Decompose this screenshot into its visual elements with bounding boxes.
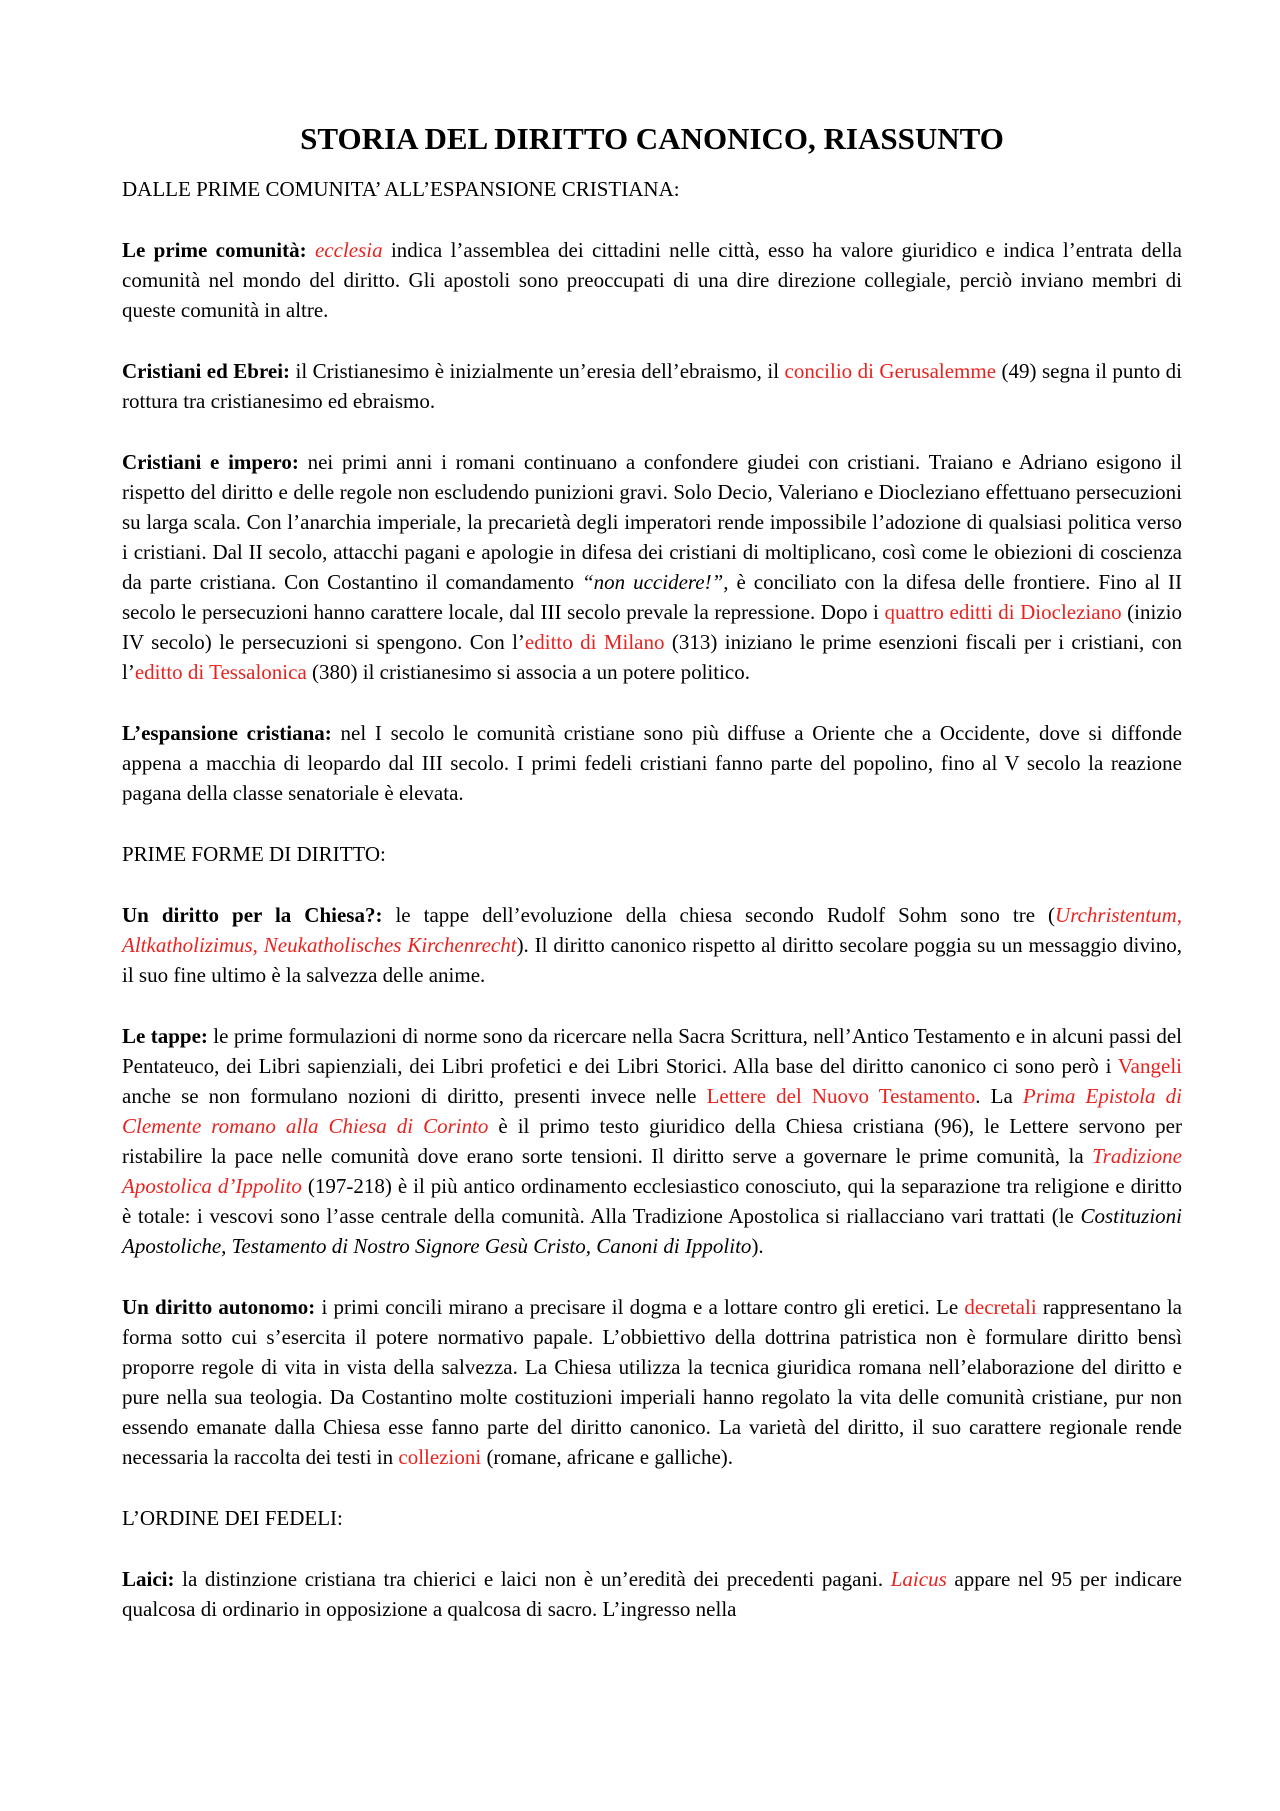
paragraph-lead: Un diritto autonomo: (122, 1295, 316, 1319)
paragraph-text: (313) iniziano le prime esenzioni fiscali per i cristiani, con l’ (122, 630, 1183, 684)
paragraph-text: ). (751, 1234, 764, 1258)
paragraph-lead: Cristiani ed Ebrei: (122, 359, 291, 383)
paragraph-laici (122, 1564, 1182, 1624)
paragraph-text: , è conciliato con la difesa delle frontiere. Fino al II secolo le persecuzioni hanno carattere locale, dal III secolo prevale la repressione. Dopo i (122, 570, 1182, 624)
paragraph-lead: Le prime comunità: (122, 238, 307, 262)
term-sohm-stages: Urchristentum, Altkatholizimus, Neukatholisches Kirchenrecht (122, 903, 1182, 957)
document-title: STORIA DEL DIRITTO CANONICO, RIASSUNTO (300, 121, 1004, 156)
paragraph-text: anche se non formulano nozioni di diritto, presenti invece nelle (122, 1084, 707, 1108)
quote-non-uccidere: “non uccidere!” (581, 570, 724, 594)
section-heading-ordine-fedeli: L’ORDINE DEI FEDELI: (122, 1506, 343, 1530)
paragraph-text: (49) segna il punto di rottura tra cristianesimo ed ebraismo. (122, 359, 1182, 413)
term-editto-milano: editto di Milano (524, 630, 665, 654)
document-page (122, 118, 1182, 1655)
term-ecclesia: ecclesia (314, 238, 383, 262)
paragraph-diritto-chiesa (122, 900, 1182, 990)
term-editto-tessalonica: editto di Tessalonica (134, 660, 307, 684)
term-laicus: Laicus (890, 1567, 947, 1591)
paragraph-text: indica l’assemblea dei cittadini nelle città, esso ha valore giuridico e indica l’entrata della comunità nel mondo del diritto. Gli apostoli sono preoccupati di una dire direzione collegiale, perciò inviano membri di queste comunità in altre. (122, 238, 1183, 322)
paragraph-text: nei primi anni i romani continuano a confondere giudei con cristiani. Traiano e Adriano esigono il rispetto del diritto e delle regole non escludendo punizioni gravi. Solo Decio, Valeriano e Diocleziano effettuano persecuzioni su larga scala. Con l’anarchia imperiale, la precarietà degli imperatori rende impossibile l’adozione di qualsiasi politica verso i cristiani. Dal II secolo, attacchi pagani e apologie in difesa dei cristiani di moltiplicano, così come le obiezioni di coscienza da parte cristiana. Con Costantino il comandamento (122, 450, 1183, 594)
paragraph-text: le prime formulazioni di norme sono da ricercare nella Sacra Scrittura, nell’Antico Testamento e in alcuni passi del Pentateuco, dei Libri sapienziali, dei Libri profetici e dei Libri Storici. Alla base del diritto canonico ci sono però i (122, 1024, 1182, 1078)
term-concilio-gerusalemme: concilio di Gerusalemme (784, 359, 997, 383)
paragraph-text: le tappe dell’evoluzione della chiesa secondo Rudolf Sohm sono tre ( (382, 903, 1056, 927)
paragraph-le-tappe (122, 1021, 1182, 1261)
paragraph-text: i primi concili mirano a precisare il dogma e a lottare contro gli eretici. Le (315, 1295, 965, 1319)
paragraph-text: (inizio IV secolo) le persecuzioni si spengono. Con l’ (122, 600, 1182, 654)
term-lettere-nt: Lettere del Nuovo Testamento (706, 1084, 976, 1108)
paragraph-lead: Un diritto per la Chiesa?: (122, 903, 383, 927)
paragraph-diritto-autonomo (122, 1292, 1182, 1472)
term-vangeli: Vangeli (1117, 1054, 1182, 1078)
paragraph-text: (romane, africane e galliche). (481, 1445, 734, 1469)
paragraph-text: nel I secolo le comunità cristiane sono più diffuse a Oriente che a Occidente, dove si diffonde appena a macchia di leopardo dal III secolo. I primi fedeli cristiani fanno parte del popolino, fino al V secolo la reazione pagana della classe senatoriale è elevata. (122, 721, 1182, 805)
paragraph-text: appare nel 95 per indicare qualcosa di ordinario in opposizione a qualcosa di sacro. L’ingresso nella (122, 1567, 1182, 1621)
paragraph-text: la distinzione cristiana tra chierici e laici non è un’eredità dei precedenti pagani. (174, 1567, 891, 1591)
term-editti-diocleziano: quattro editti di Diocleziano (884, 600, 1122, 624)
paragraph-prime-comunita (122, 235, 1182, 325)
paragraph-lead: L’espansione cristiana: (122, 721, 332, 745)
paragraph-text: (197-218) è il più antico ordinamento ecclesiastico conosciuto, qui la separazione tra religione e diritto è totale: i vescovi sono l’asse centrale della comunità. Alla Tradizione Apostolica si riallacciano vari trattati (le (122, 1174, 1182, 1228)
section-heading-espansione: DALLE PRIME COMUNITA’ ALL’ESPANSIONE CRISTIANA: (122, 177, 680, 201)
paragraph-text: . La (975, 1084, 1023, 1108)
paragraph-text: è il primo testo giuridico della Chiesa cristiana (96), le Lettere servono per ristabilire la pace nelle comunità dove erano sorte tensioni. Il diritto serve a governare le prime comunità, la (122, 1114, 1182, 1168)
paragraph-cristiani-impero (122, 447, 1182, 687)
paragraph-lead: Le tappe: (122, 1024, 208, 1048)
paragraph-text: (380) il cristianesimo si associa a un potere politico. (306, 660, 750, 684)
paragraph-espansione-cristiana (122, 718, 1182, 808)
paragraph-text: rappresentano la forma sotto cui s’esercita il potere normativo papale. L’obbiettivo della dottrina patristica non è formulare diritto bensì proporre regole di vita in vista della salvezza. La Chiesa utilizza la tecnica giuridica romana nell’elaborazione del diritto e pure nella sua teologia. Da Costantino molte costituzioni imperiali hanno regolato la vita delle comunità cristiane, pur non essendo emanate dalla Chiesa esse fanno parte del diritto canonico. La varietà del diritto, il suo carattere regionale rende necessaria la raccolta dei testi in (122, 1295, 1182, 1469)
paragraph-lead: Cristiani e impero: (122, 450, 299, 474)
paragraph-lead: Laici: (122, 1567, 175, 1591)
term-tradizione-apostolica: Tradizione Apostolica d’Ippolito (122, 1144, 1182, 1198)
section-heading-prime-forme: PRIME FORME DI DIRITTO: (122, 842, 386, 866)
term-collezioni: collezioni (398, 1445, 482, 1469)
term-decretali: decretali (964, 1295, 1037, 1319)
paragraph-text: ). Il diritto canonico rispetto al diritto secolare poggia su un messaggio divino, il suo fine ultimo è la salvezza delle anime. (122, 933, 1182, 987)
term-prima-epistola: Prima Epistola di Clemente romano alla Chiesa di Corinto (122, 1084, 1182, 1138)
paragraph-text: il Cristianesimo è inizialmente un’eresia dell’ebraismo, il (290, 359, 785, 383)
paragraph-cristiani-ebrei (122, 356, 1182, 416)
term-trattati: Costituzioni Apostoliche, Testamento di Nostro Signore Gesù Cristo, Canoni di Ippolito (122, 1204, 1182, 1258)
